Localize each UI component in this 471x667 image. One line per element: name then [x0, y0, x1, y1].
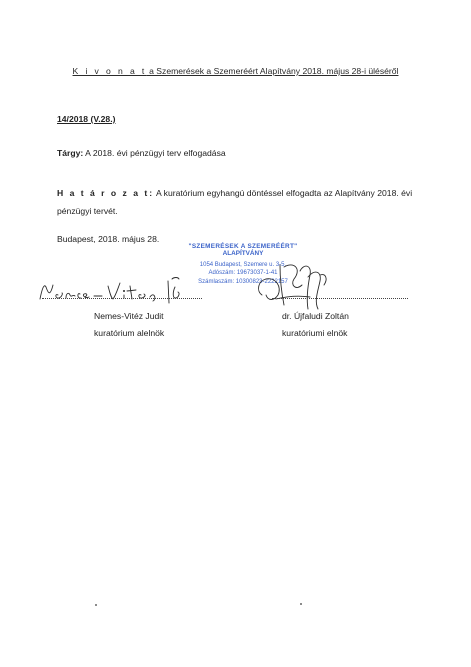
scan-speck — [95, 604, 97, 606]
left-signature-line — [42, 298, 202, 299]
decision-label: H a t á r o z a t: — [57, 188, 155, 198]
stamp-line-address: 1054 Budapest, Szemere u. 3-5. — [199, 262, 287, 268]
title-rest: a Szemerések a Szemeréért Alapítvány 2018. május 28-i üléséről — [146, 66, 399, 76]
left-signature-icon — [36, 273, 206, 307]
subject-label: Tárgy: — [57, 148, 84, 158]
right-signature-line — [272, 298, 408, 299]
stamp-line-name: "SZEMERÉSEK A SZEMERÉÉRT" — [188, 243, 298, 250]
left-signatory-role: kuratórium alelnök — [94, 328, 165, 338]
subject-line — [57, 148, 226, 158]
right-signatory-role: kuratóriumi elnök — [282, 328, 348, 338]
left-signatory-name: Nemes-Vitéz Judit — [94, 311, 164, 321]
scan-speck — [300, 603, 302, 605]
right-signature-icon — [250, 255, 360, 313]
place-and-date: Budapest, 2018. május 28. — [57, 234, 160, 244]
right-signatory-name: dr. Újfaludi Zoltán — [282, 311, 349, 321]
stamp-line-tax-number: Adószám: 19673037-1-41 — [208, 270, 278, 277]
decision-paragraph — [57, 184, 417, 220]
decision-text: A kuratórium egyhangú döntéssel elfogadta az Alapítvány 2018. évi pénzügyi tervét. — [57, 188, 413, 216]
subject-text: A 2018. évi pénzügyi terv elfogadása — [83, 148, 226, 158]
stamp-line-account: Számlaszám: 10300823-2222157 — [198, 278, 288, 285]
resolution-number: 14/2018 (V.28.) — [57, 114, 116, 124]
stamp-line-type: ALAPÍTVÁNY — [222, 250, 264, 257]
title-spaced: K i v o n a t — [72, 66, 147, 76]
document-title — [0, 66, 471, 76]
